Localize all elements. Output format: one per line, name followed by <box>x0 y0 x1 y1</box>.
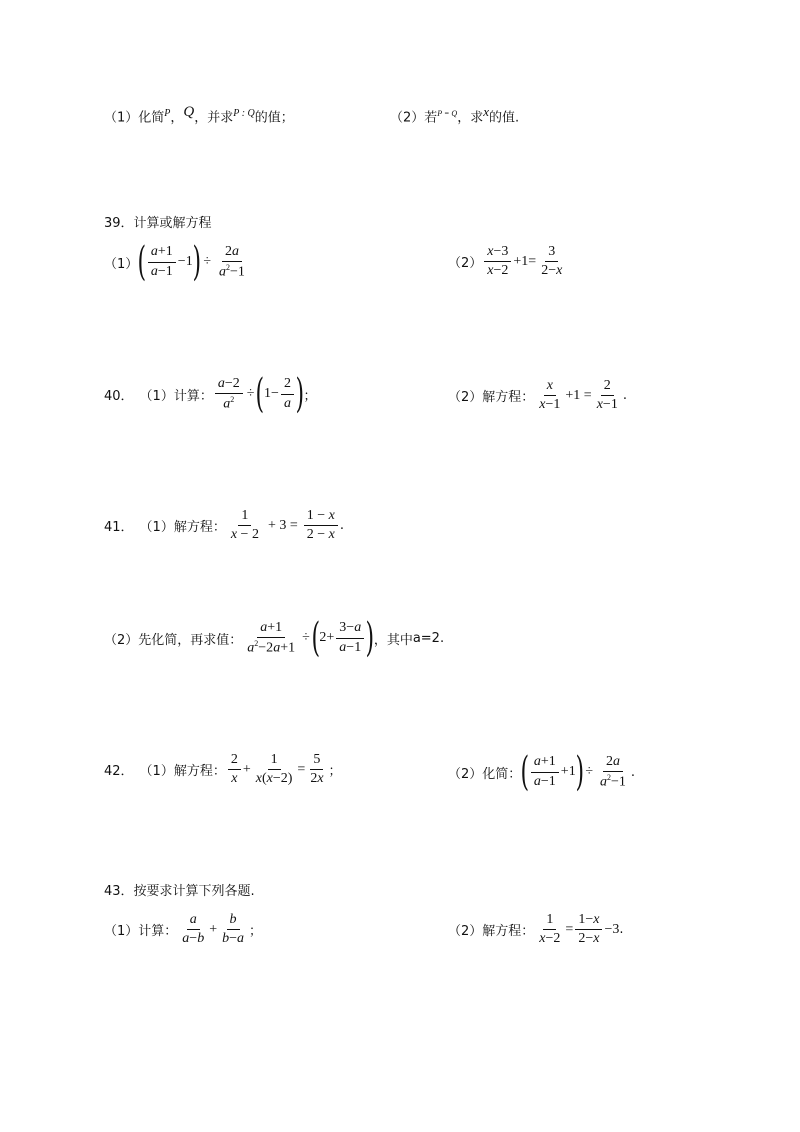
q43-part2 <box>448 912 623 947</box>
q43-part1 <box>104 912 262 947</box>
q42-number: 42． <box>104 764 134 780</box>
var-p: P <box>164 108 171 119</box>
q39-p2-expr: $\frac{x-3}{x-2}$ +1= $\frac{3}{2-x}$ <box>482 244 567 279</box>
q43-p2-label: （2）解方程： <box>448 924 535 940</box>
q41-p1-end: . <box>339 518 345 534</box>
q42-p1-expr: $\frac{2}{x}$ + $\frac{1}{x(x-2)}$ = $\frac{5}{2x}$ <box>226 752 329 787</box>
q41-p1-expr: $\frac{1}{x - 2}$ + 3 = $\frac{1 - x}{2 - x}$ <box>226 508 340 543</box>
q40-p2-label: （2）解方程： <box>448 390 535 406</box>
q39-p1-expr: ( $\frac{a+1}{a-1}$ −1 ) ÷ $\frac{2a}{a^2-1}$ <box>137 239 245 285</box>
q42-part1 <box>104 752 342 787</box>
q43-title: 43．按要求计算下列各题. <box>104 884 255 899</box>
q43-p1-label: （1）计算： <box>104 924 178 940</box>
q41-part1 <box>104 508 344 543</box>
q42-p1-label: （1）解方程： <box>139 764 226 780</box>
q39-part1 <box>104 239 250 285</box>
q39-title: 39．计算或解方程 <box>104 216 212 231</box>
q42-p2-expr: ( $\frac{a+1}{a-1}$ +1 ) ÷ $\frac{2a}{a^2-1}$ <box>520 749 626 795</box>
q40-p2-expr: $\frac{x}{x-1}$ +1 = $\frac{2}{x-1}$ <box>539 378 618 413</box>
q38-value-suffix: 的值； <box>254 110 294 126</box>
q40-part2 <box>448 378 627 413</box>
q43-p1-expr: $\frac{a}{a-b}$ + $\frac{b}{b-a}$ <box>182 912 244 947</box>
q41-p2-expr: $\frac{a+1}{a^2-2a+1}$ ÷ ( 2+ $\frac{3-a}{a-1}$ ) <box>247 615 375 661</box>
q42-p2-end: . <box>630 764 636 780</box>
q38-part2-label: （2）若 <box>390 110 438 126</box>
q40-p1-label: （1）计算： <box>139 388 213 404</box>
cond-expr: P = Q <box>437 109 458 118</box>
q38-part1 <box>104 104 294 125</box>
q39-p2-label: （2） <box>448 256 483 272</box>
q41-p1-label: （1）解方程： <box>139 520 226 536</box>
q41-p2-cond: a=2. <box>412 630 445 646</box>
q40-number: 40． <box>104 388 134 404</box>
q42-p1-end: ； <box>328 764 342 780</box>
q43-p2-end: . <box>619 922 624 938</box>
q42-part2 <box>448 749 636 795</box>
q38-value-end: 的值. <box>489 110 520 126</box>
q39-p1-label: （1） <box>104 256 139 272</box>
var-x: x <box>483 104 489 119</box>
q41-part2 <box>104 615 445 661</box>
q41-number: 41． <box>104 520 134 536</box>
q38-part2 <box>390 104 519 125</box>
q40-p1-end: ； <box>303 388 317 404</box>
q41-p2-tail: ，其中 <box>373 632 413 648</box>
q40-p2-end: . <box>622 388 627 404</box>
q38-part1-label: （1）化简 <box>104 110 165 126</box>
comma: ， <box>170 110 184 126</box>
q42-p2-label: （2）化简： <box>448 766 522 782</box>
q38-find-x: ，求 <box>457 110 484 126</box>
q38-and-find: ，并求 <box>194 110 234 126</box>
q43-p1-end: ； <box>249 924 263 940</box>
q39-part2 <box>448 244 567 279</box>
q40-part1 <box>104 371 317 417</box>
ratio-expr: P : Q <box>233 108 255 119</box>
q43-p2-expr: $\frac{1}{x-2}$ = $\frac{1-x}{2-x}$ −3 <box>539 912 620 947</box>
q40-p1-expr: $\frac{a-2}{a^2}$ ÷ ( 1− $\frac{2}{a}$ ) <box>213 374 304 414</box>
q41-p2-label: （2）先化简，再求值： <box>104 632 243 648</box>
var-q: Q <box>183 104 195 120</box>
